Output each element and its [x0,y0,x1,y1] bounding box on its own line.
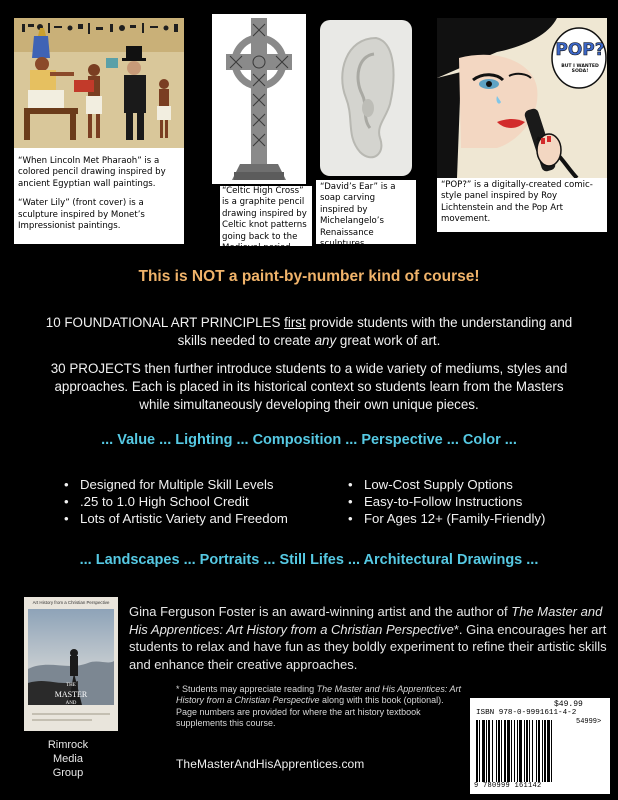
barcode-bar [511,720,512,782]
barcode-bar [507,720,510,782]
feature-item: • For Ages 12+ (Family-Friendly) [348,510,545,527]
barcode-bar [529,720,530,782]
cross-caption-text: “Celtic High Cross” is a graphite pencil drawing inspired by Celtic knot patterns going back to the Medieval period. [222,186,307,254]
feature-item: • Easy-to-Follow Instructions [348,493,545,510]
barcode-bar [496,720,497,782]
barcode-bar [538,720,540,782]
book-top-text: Art History from a Christian Perspective [32,600,110,605]
barcode-bar [476,720,478,782]
principles-paragraph [40,314,578,350]
publisher-line: Media [53,753,83,765]
pop-art-panel [437,18,607,178]
book-title-and: AND [65,701,77,706]
principles-post: provide students with the understanding and skills needed to create [177,315,573,348]
features-left [64,476,288,527]
barcode-bar [551,720,552,782]
barcode-price-code: 54999> [576,718,602,726]
barcode-bar [486,720,487,782]
barcode-bar [488,720,490,782]
textbook-cover [24,597,118,731]
barcode-bar [479,720,480,782]
book-title-the: THE [66,683,76,688]
pop-caption [437,178,607,232]
bio-book-title: The Master and His Apprentices: Art History from a Christian Perspective [129,604,603,637]
ear-caption-text: “David’s Ear” is a soap carving inspired by Michelangelo’s Renaissance sculptures. [320,182,396,250]
pop-caption-text: “POP?” is a digitally-created comic-style panel inspired by Roy Lichtenstein and the Pop Art movement. [441,180,593,225]
ear-caption [316,180,416,250]
feature-item: • Low-Cost Supply Options [348,476,545,493]
barcode-bar [498,720,500,782]
celtic-cross-drawing [212,14,306,184]
barcode-bar [547,720,550,782]
egyptian-painting [14,18,184,148]
principles-emph: first [284,315,306,330]
book-bottom-band [24,707,118,731]
barcode-bar [514,720,515,782]
egypt-caption-1: “When Lincoln Met Pharaoh” is a colored pencil drawing inspired by ancient Egyptian wall paintings. [18,156,166,189]
footnote [176,684,466,729]
feature-item: • .25 to 1.0 High School Credit [64,493,288,510]
keywords-subjects: ... Landscapes ... Portraits ... Still Lifes ... Architectural Drawings ... [79,552,539,568]
barcode-digits: 9 780999 161142 [474,782,542,790]
barcode-bar [524,720,525,782]
cross-caption [220,186,312,254]
features-right [348,476,545,527]
barcode-bar [517,720,518,782]
barcode-bar [526,720,528,782]
publisher-name [28,738,108,780]
barcode-bar [542,720,543,782]
barcode-bar [532,720,533,782]
egypt-caption [14,148,184,244]
feature-item: • Lots of Artistic Variety and Freedom [64,510,288,527]
headline: This is NOT a paint-by-number kind of course! [138,268,480,285]
barcode-bar [536,720,537,782]
barcode-bar [519,720,522,782]
egypt-caption-2: “Water Lily” (front cover) is a sculpture inspired by Monet’s Impressionist paintings. [18,198,145,232]
barcode-bar [492,720,493,782]
author-bio [129,603,613,673]
book-title-master: MASTER [54,690,88,699]
note-book-title: The Master and His Apprentices: Art History from a Christian Perspective [176,684,461,706]
pop-bubble-text: POP? [555,40,605,60]
barcode-price: $49.99 [554,700,583,709]
principles-any: any [314,333,337,348]
principles-pre: 10 FOUNDATIONAL ART PRINCIPLES [45,315,285,330]
bio-pre: Gina Ferguson Foster is an award-winning artist and the author of [129,604,512,619]
barcode-bar [544,720,546,782]
keywords-elements: ... Value ... Lighting ... Composition ... Perspective ... Color ... [101,432,517,448]
barcode-isbn: ISBN 978-0-9991611-4-2 [476,709,577,717]
principles-end: great work of art. [336,333,441,348]
pop-sub-bubble-text: BUT I WANTED SODA! [561,64,599,74]
publisher-line: Rimrock [47,739,89,751]
website-url[interactable]: TheMasterAndHisApprentices.com [176,757,365,771]
note-pre: * Students may appreciate reading [176,684,317,694]
publisher-line: Group [52,767,84,779]
projects-paragraph: 30 PROJECTS then further introduce students to a wide variety of mediums, styles and approaches. Each is placed in its historical context so students learn from the Masters while simultaneously developing their own unique pieces. [50,361,568,412]
barcode-bar [482,720,485,782]
bio-post: *. Gina encourages her art students to relax and have fun as they boldly experiment to refine their artistic skills and enhance their creative approaches. [129,621,607,672]
soap-ear-carving [316,18,416,178]
barcode-bar [504,720,506,782]
isbn-barcode [470,698,610,794]
note-post: along with this book (optional). Page numbers are provided for where the art history textbook supplements this course. [176,695,444,728]
barcode-bars [476,720,604,782]
barcode-bar [501,720,502,782]
feature-item: • Designed for Multiple Skill Levels [64,476,288,493]
